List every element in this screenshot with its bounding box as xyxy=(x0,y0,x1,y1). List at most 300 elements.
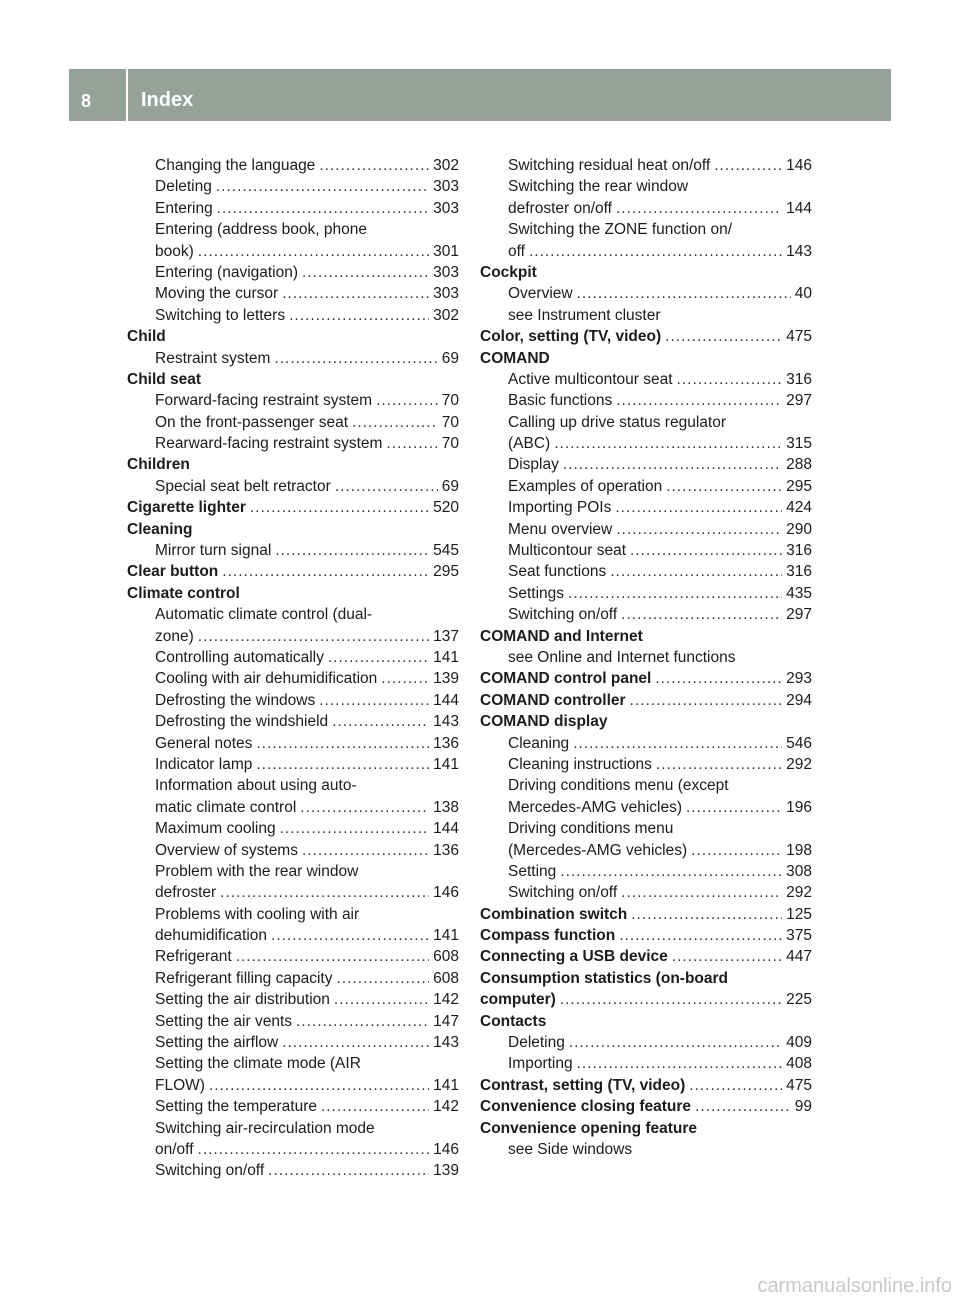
entry-term: Controlling automatically xyxy=(155,648,324,666)
entry-term: Setting the temperature xyxy=(155,1098,317,1116)
index-subentry xyxy=(480,561,812,582)
dot-leader xyxy=(209,1075,429,1096)
index-subentry xyxy=(480,219,812,240)
index-subentry xyxy=(480,1139,812,1160)
entry-term: Indicator lamp xyxy=(155,755,253,773)
dot-leader xyxy=(386,433,437,454)
index-subentry xyxy=(480,818,812,839)
index-subentry xyxy=(480,412,812,433)
index-entry xyxy=(480,904,812,925)
index-subentry xyxy=(127,797,459,818)
index-entry xyxy=(480,1096,812,1117)
entry-page-number[interactable]: 292 xyxy=(786,884,812,902)
index-entry xyxy=(127,454,459,475)
entry-page-number[interactable]: 303 xyxy=(433,263,459,281)
entry-term: Convenience closing feature xyxy=(480,1098,692,1116)
entry-page-number[interactable]: 435 xyxy=(786,584,812,602)
index-subentry xyxy=(127,690,459,711)
index-entry xyxy=(480,711,812,732)
entry-page-number[interactable]: 297 xyxy=(786,606,812,624)
entry-term: Child seat xyxy=(127,370,202,388)
dot-leader xyxy=(569,1032,782,1053)
index-subentry xyxy=(127,604,459,625)
index-subentry xyxy=(480,797,812,818)
dot-leader xyxy=(282,283,429,304)
entry-page-number[interactable]: 70 xyxy=(441,413,459,431)
dot-leader xyxy=(250,497,429,518)
index-subentry xyxy=(127,946,459,967)
index-subentry xyxy=(127,198,459,219)
index-subentry xyxy=(480,390,812,411)
dot-leader xyxy=(236,946,429,967)
entry-term: General notes xyxy=(155,734,253,752)
entry-term: Deleting xyxy=(508,1034,565,1052)
dot-leader xyxy=(616,390,782,411)
entry-page-number[interactable]: 303 xyxy=(433,285,459,303)
index-subentry xyxy=(127,1118,459,1139)
index-subentry xyxy=(127,775,459,796)
index-subentry xyxy=(127,754,459,775)
entry-term: Cooling with air dehumidification xyxy=(155,670,378,688)
index-subentry xyxy=(480,775,812,796)
index-subentry xyxy=(480,433,812,454)
entry-page-number[interactable]: 144 xyxy=(786,199,812,217)
entry-term: Display xyxy=(508,456,559,474)
entry-term: COMAND xyxy=(480,349,550,367)
dot-leader xyxy=(198,241,429,262)
index-subentry xyxy=(480,733,812,754)
page-number: 8 xyxy=(81,91,92,111)
dot-leader xyxy=(656,754,782,775)
dot-leader xyxy=(655,668,782,689)
dot-leader xyxy=(381,668,429,689)
index-subentry xyxy=(480,604,812,625)
dot-leader xyxy=(577,283,791,304)
index-entry xyxy=(127,326,459,347)
entry-term: off xyxy=(508,242,525,260)
entry-page-number[interactable]: 303 xyxy=(433,178,459,196)
entry-term: see Side windows xyxy=(508,1140,633,1158)
entry-term: see Online and Internet functions xyxy=(508,648,736,666)
index-subentry xyxy=(127,390,459,411)
entry-page-number[interactable]: 546 xyxy=(786,734,812,752)
dot-leader xyxy=(289,305,429,326)
entry-term: Switching the ZONE function on/ xyxy=(508,221,733,239)
dot-leader xyxy=(334,989,429,1010)
entry-term: Changing the language xyxy=(155,157,316,174)
index-subentry xyxy=(127,155,459,176)
entry-page-number[interactable]: 301 xyxy=(433,242,459,260)
index-entry xyxy=(480,690,812,711)
entry-term: Compass function xyxy=(480,927,616,945)
index-subentry xyxy=(127,262,459,283)
index-entry xyxy=(127,369,459,390)
entry-page-number[interactable]: 198 xyxy=(786,841,812,859)
entry-page-number[interactable]: 137 xyxy=(433,627,459,645)
entry-page-number[interactable]: 142 xyxy=(433,1098,459,1116)
dot-leader xyxy=(302,840,429,861)
entry-page-number[interactable]: 136 xyxy=(433,841,459,859)
index-subentry xyxy=(127,968,459,989)
entry-term: on/off xyxy=(155,1140,194,1158)
index-subentry xyxy=(480,647,812,668)
entry-term: FLOW) xyxy=(155,1076,205,1094)
index-entry xyxy=(480,668,812,689)
entry-term: Children xyxy=(127,456,190,474)
dot-leader xyxy=(321,1096,429,1117)
dot-leader xyxy=(198,626,429,647)
entry-page-number[interactable]: 316 xyxy=(786,370,812,388)
entry-term: Refrigerant xyxy=(155,948,232,966)
entry-term: Switching air-recirculation mode xyxy=(155,1119,375,1137)
entry-page-number[interactable]: 143 xyxy=(433,1034,459,1052)
dot-leader xyxy=(220,882,429,903)
dot-leader xyxy=(217,198,429,219)
dot-leader xyxy=(256,754,429,775)
entry-page-number[interactable]: 70 xyxy=(441,435,459,453)
dot-leader xyxy=(198,1139,430,1160)
dot-leader xyxy=(332,711,429,732)
index-entry xyxy=(127,497,459,518)
index-entry xyxy=(480,626,812,647)
entry-page-number[interactable]: 70 xyxy=(441,392,459,410)
index-subentry xyxy=(127,647,459,668)
entry-page-number[interactable]: 316 xyxy=(786,563,812,581)
index-subentry xyxy=(480,861,812,882)
entry-term: Maximum cooling xyxy=(155,820,276,838)
entry-term: Entering (address book, phone xyxy=(155,221,367,239)
index-entry xyxy=(480,968,812,989)
dot-leader xyxy=(560,989,782,1010)
entry-term: Refrigerant filling capacity xyxy=(155,969,333,987)
index-entry xyxy=(480,925,812,946)
dot-leader xyxy=(577,1053,783,1074)
entry-page-number[interactable]: 138 xyxy=(433,798,459,816)
entry-term: Setting xyxy=(508,862,557,880)
entry-term: zone) xyxy=(155,627,194,645)
index-subentry xyxy=(127,176,459,197)
entry-page-number[interactable]: 147 xyxy=(433,1012,459,1030)
entry-page-number[interactable]: 293 xyxy=(786,670,812,688)
entry-term: Convenience opening feature xyxy=(480,1119,698,1137)
dot-leader xyxy=(319,690,429,711)
entry-term: Mercedes-AMG vehicles) xyxy=(508,798,682,816)
entry-term: COMAND control panel xyxy=(480,670,652,688)
index-subentry xyxy=(127,219,459,240)
index-subentry xyxy=(480,754,812,775)
index-subentry xyxy=(127,818,459,839)
index-entry xyxy=(480,1118,812,1139)
entry-term: Cleaning xyxy=(508,734,570,752)
entry-term: Driving conditions menu (except xyxy=(508,777,729,795)
entry-page-number[interactable]: 408 xyxy=(786,1055,812,1073)
index-subentry xyxy=(127,711,459,732)
entry-term: Restraint system xyxy=(155,349,271,367)
dot-leader xyxy=(691,840,782,861)
index-entry xyxy=(480,1011,812,1032)
index-column-left xyxy=(127,155,459,1182)
entry-term: Menu overview xyxy=(508,520,613,538)
entry-term: Deleting xyxy=(155,178,212,196)
entry-page-number[interactable]: 608 xyxy=(433,969,459,987)
dot-leader xyxy=(300,797,429,818)
dot-leader xyxy=(689,1075,782,1096)
entry-page-number[interactable]: 288 xyxy=(786,456,812,474)
entry-term: Contrast, setting (TV, video) xyxy=(480,1076,686,1094)
dot-leader xyxy=(615,497,782,518)
entry-page-number[interactable]: 302 xyxy=(433,306,459,324)
entry-page-number[interactable]: 424 xyxy=(786,499,812,517)
entry-term: Contacts xyxy=(480,1012,547,1030)
entry-term: Switching the rear window xyxy=(508,178,689,196)
index-subentry xyxy=(480,241,812,262)
index-entry xyxy=(480,989,812,1010)
entry-page-number[interactable]: 146 xyxy=(433,1140,459,1158)
dot-leader xyxy=(335,476,438,497)
entry-page-number[interactable]: 308 xyxy=(786,862,812,880)
index-entry xyxy=(127,561,459,582)
dot-leader xyxy=(672,946,782,967)
entry-term: Setting the climate mode (AIR xyxy=(155,1055,361,1073)
index-subentry xyxy=(127,989,459,1010)
entry-page-number[interactable]: 290 xyxy=(786,520,812,538)
dot-leader xyxy=(529,241,782,262)
entry-term: Setting the airflow xyxy=(155,1034,279,1052)
dot-leader xyxy=(666,476,782,497)
entry-page-number[interactable]: 146 xyxy=(433,884,459,902)
entry-page-number[interactable]: 292 xyxy=(786,755,812,773)
index-subentry xyxy=(480,882,812,903)
dot-leader xyxy=(296,1011,429,1032)
entry-term: Calling up drive status regulator xyxy=(508,413,726,431)
dot-leader xyxy=(268,1160,429,1181)
index-subentry xyxy=(127,925,459,946)
dot-leader xyxy=(695,1096,791,1117)
index-subentry xyxy=(127,283,459,304)
index-subentry xyxy=(480,840,812,861)
entry-term: Problem with the rear window xyxy=(155,862,359,880)
dot-leader xyxy=(222,561,429,582)
entry-term: Seat functions xyxy=(508,563,607,581)
entry-page-number[interactable]: 141 xyxy=(433,755,459,773)
entry-term: dehumidification xyxy=(155,927,268,945)
entry-page-number[interactable]: 69 xyxy=(441,477,459,495)
entry-term: book) xyxy=(155,242,194,260)
index-entry xyxy=(480,326,812,347)
index-subentry xyxy=(127,348,459,369)
dot-leader xyxy=(560,861,782,882)
dot-leader xyxy=(714,155,782,176)
dot-leader xyxy=(630,540,782,561)
entry-term: see Instrument cluster xyxy=(508,306,661,324)
dot-leader xyxy=(616,198,782,219)
entry-term: Cigarette lighter xyxy=(127,499,246,517)
index-subentry xyxy=(127,733,459,754)
entry-term: Color, setting (TV, video) xyxy=(480,328,662,346)
dot-leader xyxy=(302,262,429,283)
dot-leader xyxy=(271,925,429,946)
entry-page-number[interactable]: 316 xyxy=(786,542,812,560)
index-subentry xyxy=(127,433,459,454)
index-subentry xyxy=(480,497,812,518)
entry-page-number[interactable]: 144 xyxy=(433,820,459,838)
entry-term: Basic functions xyxy=(508,392,613,410)
dot-leader xyxy=(630,690,783,711)
entry-term: Information about using auto- xyxy=(155,777,357,795)
entry-term: Multicontour seat xyxy=(508,542,627,560)
entry-page-number[interactable]: 196 xyxy=(786,798,812,816)
entry-term: Rearward-facing restraint system xyxy=(155,435,383,453)
dot-leader xyxy=(677,369,783,390)
entry-page-number[interactable]: 315 xyxy=(786,435,812,453)
entry-page-number[interactable]: 40 xyxy=(794,285,812,303)
index-subentry xyxy=(127,412,459,433)
entry-term: Setting the air vents xyxy=(155,1012,292,1030)
entry-page-number[interactable]: 136 xyxy=(433,734,459,752)
entry-page-number[interactable]: 545 xyxy=(433,542,459,560)
index-entry xyxy=(127,519,459,540)
entry-page-number[interactable]: 294 xyxy=(786,691,812,709)
entry-term: Forward-facing restraint system xyxy=(155,392,373,410)
index-subentry xyxy=(127,668,459,689)
entry-page-number[interactable]: 141 xyxy=(433,648,459,666)
dot-leader xyxy=(631,904,782,925)
entry-term: Mirror turn signal xyxy=(155,542,272,560)
entry-term: (ABC) xyxy=(508,435,551,453)
index-subentry xyxy=(127,1075,459,1096)
entry-page-number[interactable]: 99 xyxy=(794,1098,812,1116)
entry-term: Defrosting the windows xyxy=(155,691,316,709)
dot-leader xyxy=(352,412,438,433)
index-subentry xyxy=(127,540,459,561)
dot-leader xyxy=(616,519,782,540)
index-entry xyxy=(480,262,812,283)
entry-page-number[interactable]: 409 xyxy=(786,1034,812,1052)
dot-leader xyxy=(282,1032,429,1053)
entry-term: COMAND controller xyxy=(480,691,626,709)
entry-term: matic climate control xyxy=(155,798,297,816)
index-subentry xyxy=(127,1032,459,1053)
index-subentry xyxy=(480,1053,812,1074)
dot-leader xyxy=(274,348,437,369)
index-subentry xyxy=(127,1053,459,1074)
entry-term: Cleaning instructions xyxy=(508,755,652,773)
entry-term: Child xyxy=(127,328,166,346)
entry-term: Importing xyxy=(508,1055,573,1073)
entry-page-number[interactable]: 146 xyxy=(786,157,812,174)
entry-page-number[interactable]: 297 xyxy=(786,392,812,410)
index-subentry xyxy=(127,1139,459,1160)
dot-leader xyxy=(336,968,429,989)
index-subentry xyxy=(480,369,812,390)
watermark: carmanualsonline.info xyxy=(757,1275,952,1297)
entry-term: Switching on/off xyxy=(508,884,618,902)
entry-term: Driving conditions menu xyxy=(508,820,674,838)
entry-page-number[interactable]: 608 xyxy=(433,948,459,966)
entry-page-number[interactable]: 141 xyxy=(433,1076,459,1094)
entry-term: Switching on/off xyxy=(155,1162,265,1180)
entry-term: Examples of operation xyxy=(508,477,663,495)
index-subentry xyxy=(127,1011,459,1032)
entry-page-number[interactable]: 69 xyxy=(441,349,459,367)
entry-term: Combination switch xyxy=(480,905,628,923)
entry-page-number[interactable]: 141 xyxy=(433,927,459,945)
dot-leader xyxy=(621,882,782,903)
entry-page-number[interactable]: 144 xyxy=(433,691,459,709)
index-subentry xyxy=(480,583,812,604)
index-subentry xyxy=(480,519,812,540)
index-subentry xyxy=(127,1096,459,1117)
dot-leader xyxy=(573,733,782,754)
index-entry xyxy=(480,946,812,967)
index-subentry xyxy=(480,476,812,497)
dot-leader xyxy=(376,390,438,411)
entry-page-number[interactable]: 302 xyxy=(433,157,459,174)
index-subentry xyxy=(480,176,812,197)
index-column-right xyxy=(480,155,812,1160)
dot-leader xyxy=(665,326,782,347)
index-entry xyxy=(480,1075,812,1096)
entry-page-number[interactable]: 520 xyxy=(433,499,459,517)
entry-term: Importing POIs xyxy=(508,499,612,517)
entry-term: Entering (navigation) xyxy=(155,263,299,281)
entry-term: Settings xyxy=(508,584,565,602)
index-subentry xyxy=(127,241,459,262)
dot-leader xyxy=(328,647,429,668)
index-subentry xyxy=(127,840,459,861)
entry-term: Switching to letters xyxy=(155,306,286,324)
entry-page-number[interactable]: 125 xyxy=(786,905,812,923)
entry-page-number[interactable]: 375 xyxy=(786,927,812,945)
entry-page-number[interactable]: 139 xyxy=(433,670,459,688)
dot-leader xyxy=(256,733,429,754)
index-subentry xyxy=(127,305,459,326)
entry-page-number[interactable]: 475 xyxy=(786,328,812,346)
dot-leader xyxy=(216,176,429,197)
dot-leader xyxy=(275,540,429,561)
entry-page-number[interactable]: 295 xyxy=(433,563,459,581)
entry-page-number[interactable]: 143 xyxy=(786,242,812,260)
dot-leader xyxy=(319,155,429,176)
entry-page-number[interactable]: 142 xyxy=(433,991,459,1009)
entry-page-number[interactable]: 447 xyxy=(786,948,812,966)
header-divider xyxy=(126,69,128,121)
index-subentry xyxy=(480,305,812,326)
entry-term: Setting the air distribution xyxy=(155,991,330,1009)
entry-term: COMAND and Internet xyxy=(480,627,643,645)
entry-term: Overview of systems xyxy=(155,841,298,859)
entry-term: Switching on/off xyxy=(508,606,618,624)
entry-term: Automatic climate control (dual- xyxy=(155,606,373,624)
entry-page-number[interactable]: 303 xyxy=(433,199,459,217)
dot-leader xyxy=(610,561,782,582)
entry-term: On the front-passenger seat xyxy=(155,413,349,431)
index-entry xyxy=(127,583,459,604)
entry-page-number[interactable]: 295 xyxy=(786,477,812,495)
dot-leader xyxy=(619,925,782,946)
index-subentry xyxy=(127,882,459,903)
entry-page-number[interactable]: 143 xyxy=(433,713,459,731)
index-subentry xyxy=(480,540,812,561)
entry-term: Entering xyxy=(155,199,213,217)
index-entry xyxy=(480,348,812,369)
entry-page-number[interactable]: 475 xyxy=(786,1076,812,1094)
entry-page-number[interactable]: 225 xyxy=(786,991,812,1009)
entry-term: Clear button xyxy=(127,563,219,581)
entry-page-number[interactable]: 139 xyxy=(433,1162,459,1180)
entry-term: Switching residual heat on/off xyxy=(508,157,711,174)
entry-term: Cleaning xyxy=(127,520,193,538)
